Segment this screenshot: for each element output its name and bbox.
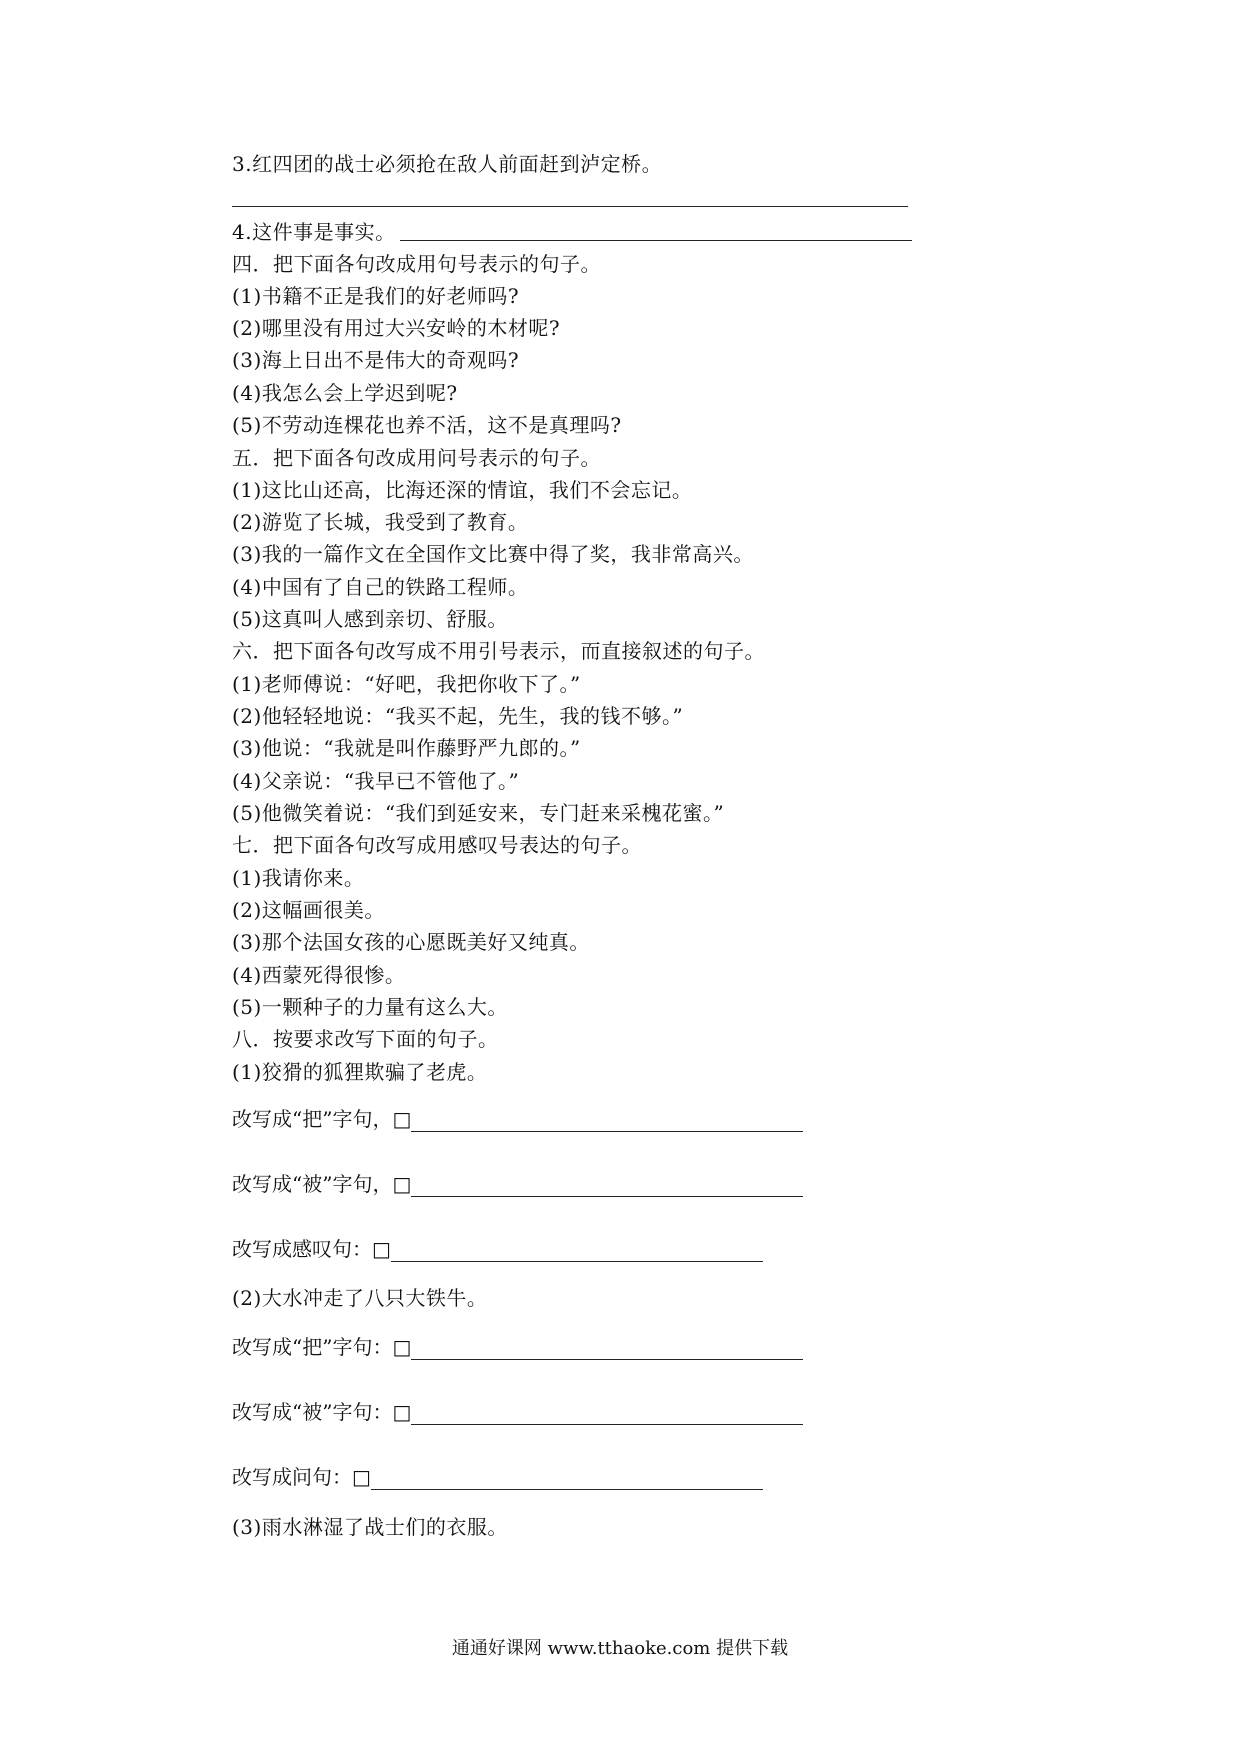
item-4-row bbox=[232, 219, 396, 245]
box-glyph: □ bbox=[392, 1400, 412, 1424]
item-4-text: 4.这件事是事实。 bbox=[232, 220, 396, 244]
rewrite-prompt-row bbox=[232, 1171, 803, 1197]
section-4-item: (4)我怎么会上学迟到呢? bbox=[232, 381, 458, 405]
section-4-title: 四．把下面各句改成用句号表示的句子。 bbox=[232, 252, 601, 276]
box-glyph: □ bbox=[392, 1335, 412, 1359]
section-6-item: (3)他说：“我就是叫作藤野严九郎的。” bbox=[232, 736, 581, 760]
rewrite-prompt: 改写成“被”字句： bbox=[232, 1400, 393, 1424]
box-glyph: □ bbox=[372, 1237, 391, 1261]
section-7-item: (4)西蒙死得很惨。 bbox=[232, 963, 406, 987]
box-glyph: □ bbox=[352, 1465, 371, 1489]
section-4-item: (2)哪里没有用过大兴安岭的木材呢? bbox=[232, 316, 561, 340]
answer-blank[interactable] bbox=[411, 1111, 803, 1132]
section-6-item: (5)他微笑着说：“我们到延安来，专门赶来采槐花蜜。” bbox=[232, 801, 725, 825]
item-4-answer-line bbox=[400, 240, 912, 241]
section-6-item: (2)他轻轻地说：“我买不起，先生，我的钱不够。” bbox=[232, 704, 684, 728]
answer-blank[interactable] bbox=[391, 1241, 763, 1262]
box-glyph: □ bbox=[392, 1107, 412, 1131]
box-glyph: □ bbox=[392, 1172, 412, 1196]
section-5-item: (4)中国有了自己的铁路工程师。 bbox=[232, 575, 529, 599]
answer-blank[interactable] bbox=[411, 1176, 803, 1197]
section-6-item: (4)父亲说：“我早已不管他了。” bbox=[232, 769, 520, 793]
rewrite-prompt: 改写成“把”字句： bbox=[232, 1335, 393, 1359]
answer-blank[interactable] bbox=[411, 1404, 803, 1425]
rewrite-prompt-row bbox=[232, 1399, 803, 1425]
rewrite-prompt-row bbox=[232, 1464, 763, 1490]
section-7-item: (2)这幅画很美。 bbox=[232, 898, 385, 922]
rewrite-prompt: 改写成“把”字句， bbox=[232, 1107, 393, 1131]
section-6-title: 六．把下面各句改写成不用引号表示，而直接叙述的句子。 bbox=[232, 639, 765, 663]
section-8-question: (2)大水冲走了八只大铁牛。 bbox=[232, 1286, 488, 1310]
answer-blank[interactable] bbox=[411, 1339, 803, 1360]
section-4-item: (3)海上日出不是伟大的奇观吗? bbox=[232, 348, 520, 372]
section-5-item: (1)这比山还高，比海还深的情谊，我们不会忘记。 bbox=[232, 478, 693, 502]
rewrite-prompt-row bbox=[232, 1334, 803, 1360]
section-8-question: (3)雨水淋湿了战士们的衣服。 bbox=[232, 1515, 508, 1539]
section-4-item: (5)不劳动连棵花也养不活，这不是真理吗? bbox=[232, 413, 622, 437]
rewrite-prompt: 改写成问句： bbox=[232, 1465, 352, 1489]
item-3-answer-line bbox=[232, 206, 908, 207]
section-7-item: (3)那个法国女孩的心愿既美好又纯真。 bbox=[232, 930, 590, 954]
section-5-item: (3)我的一篇作文在全国作文比赛中得了奖，我非常高兴。 bbox=[232, 542, 754, 566]
section-5-item: (2)游览了长城，我受到了教育。 bbox=[232, 510, 529, 534]
section-4-item: (1)书籍不正是我们的好老师吗? bbox=[232, 284, 520, 308]
answer-blank[interactable] bbox=[371, 1469, 763, 1490]
section-6-item: (1)老师傅说：“好吧，我把你收下了。” bbox=[232, 672, 581, 696]
rewrite-prompt-row bbox=[232, 1106, 803, 1132]
footer-source: 通通好课网 www.tthaoke.com 提供下载 bbox=[451, 1638, 789, 1659]
rewrite-prompt: 改写成感叹句： bbox=[232, 1237, 372, 1261]
item-3-text: 3.红四团的战士必须抢在敌人前面赶到泸定桥。 bbox=[232, 152, 663, 176]
section-5-title: 五．把下面各句改成用问号表示的句子。 bbox=[232, 446, 601, 470]
section-8-question: (1)狡猾的狐狸欺骗了老虎。 bbox=[232, 1060, 488, 1084]
section-7-item: (1)我请你来。 bbox=[232, 866, 365, 890]
section-5-item: (5)这真叫人感到亲切、舒服。 bbox=[232, 607, 508, 631]
section-7-title: 七．把下面各句改写成用感叹号表达的句子。 bbox=[232, 833, 642, 857]
section-8-title: 八．按要求改写下面的句子。 bbox=[232, 1027, 499, 1051]
section-7-item: (5)一颗种子的力量有这么大。 bbox=[232, 995, 508, 1019]
rewrite-prompt-row bbox=[232, 1236, 763, 1262]
rewrite-prompt: 改写成“被”字句， bbox=[232, 1172, 393, 1196]
